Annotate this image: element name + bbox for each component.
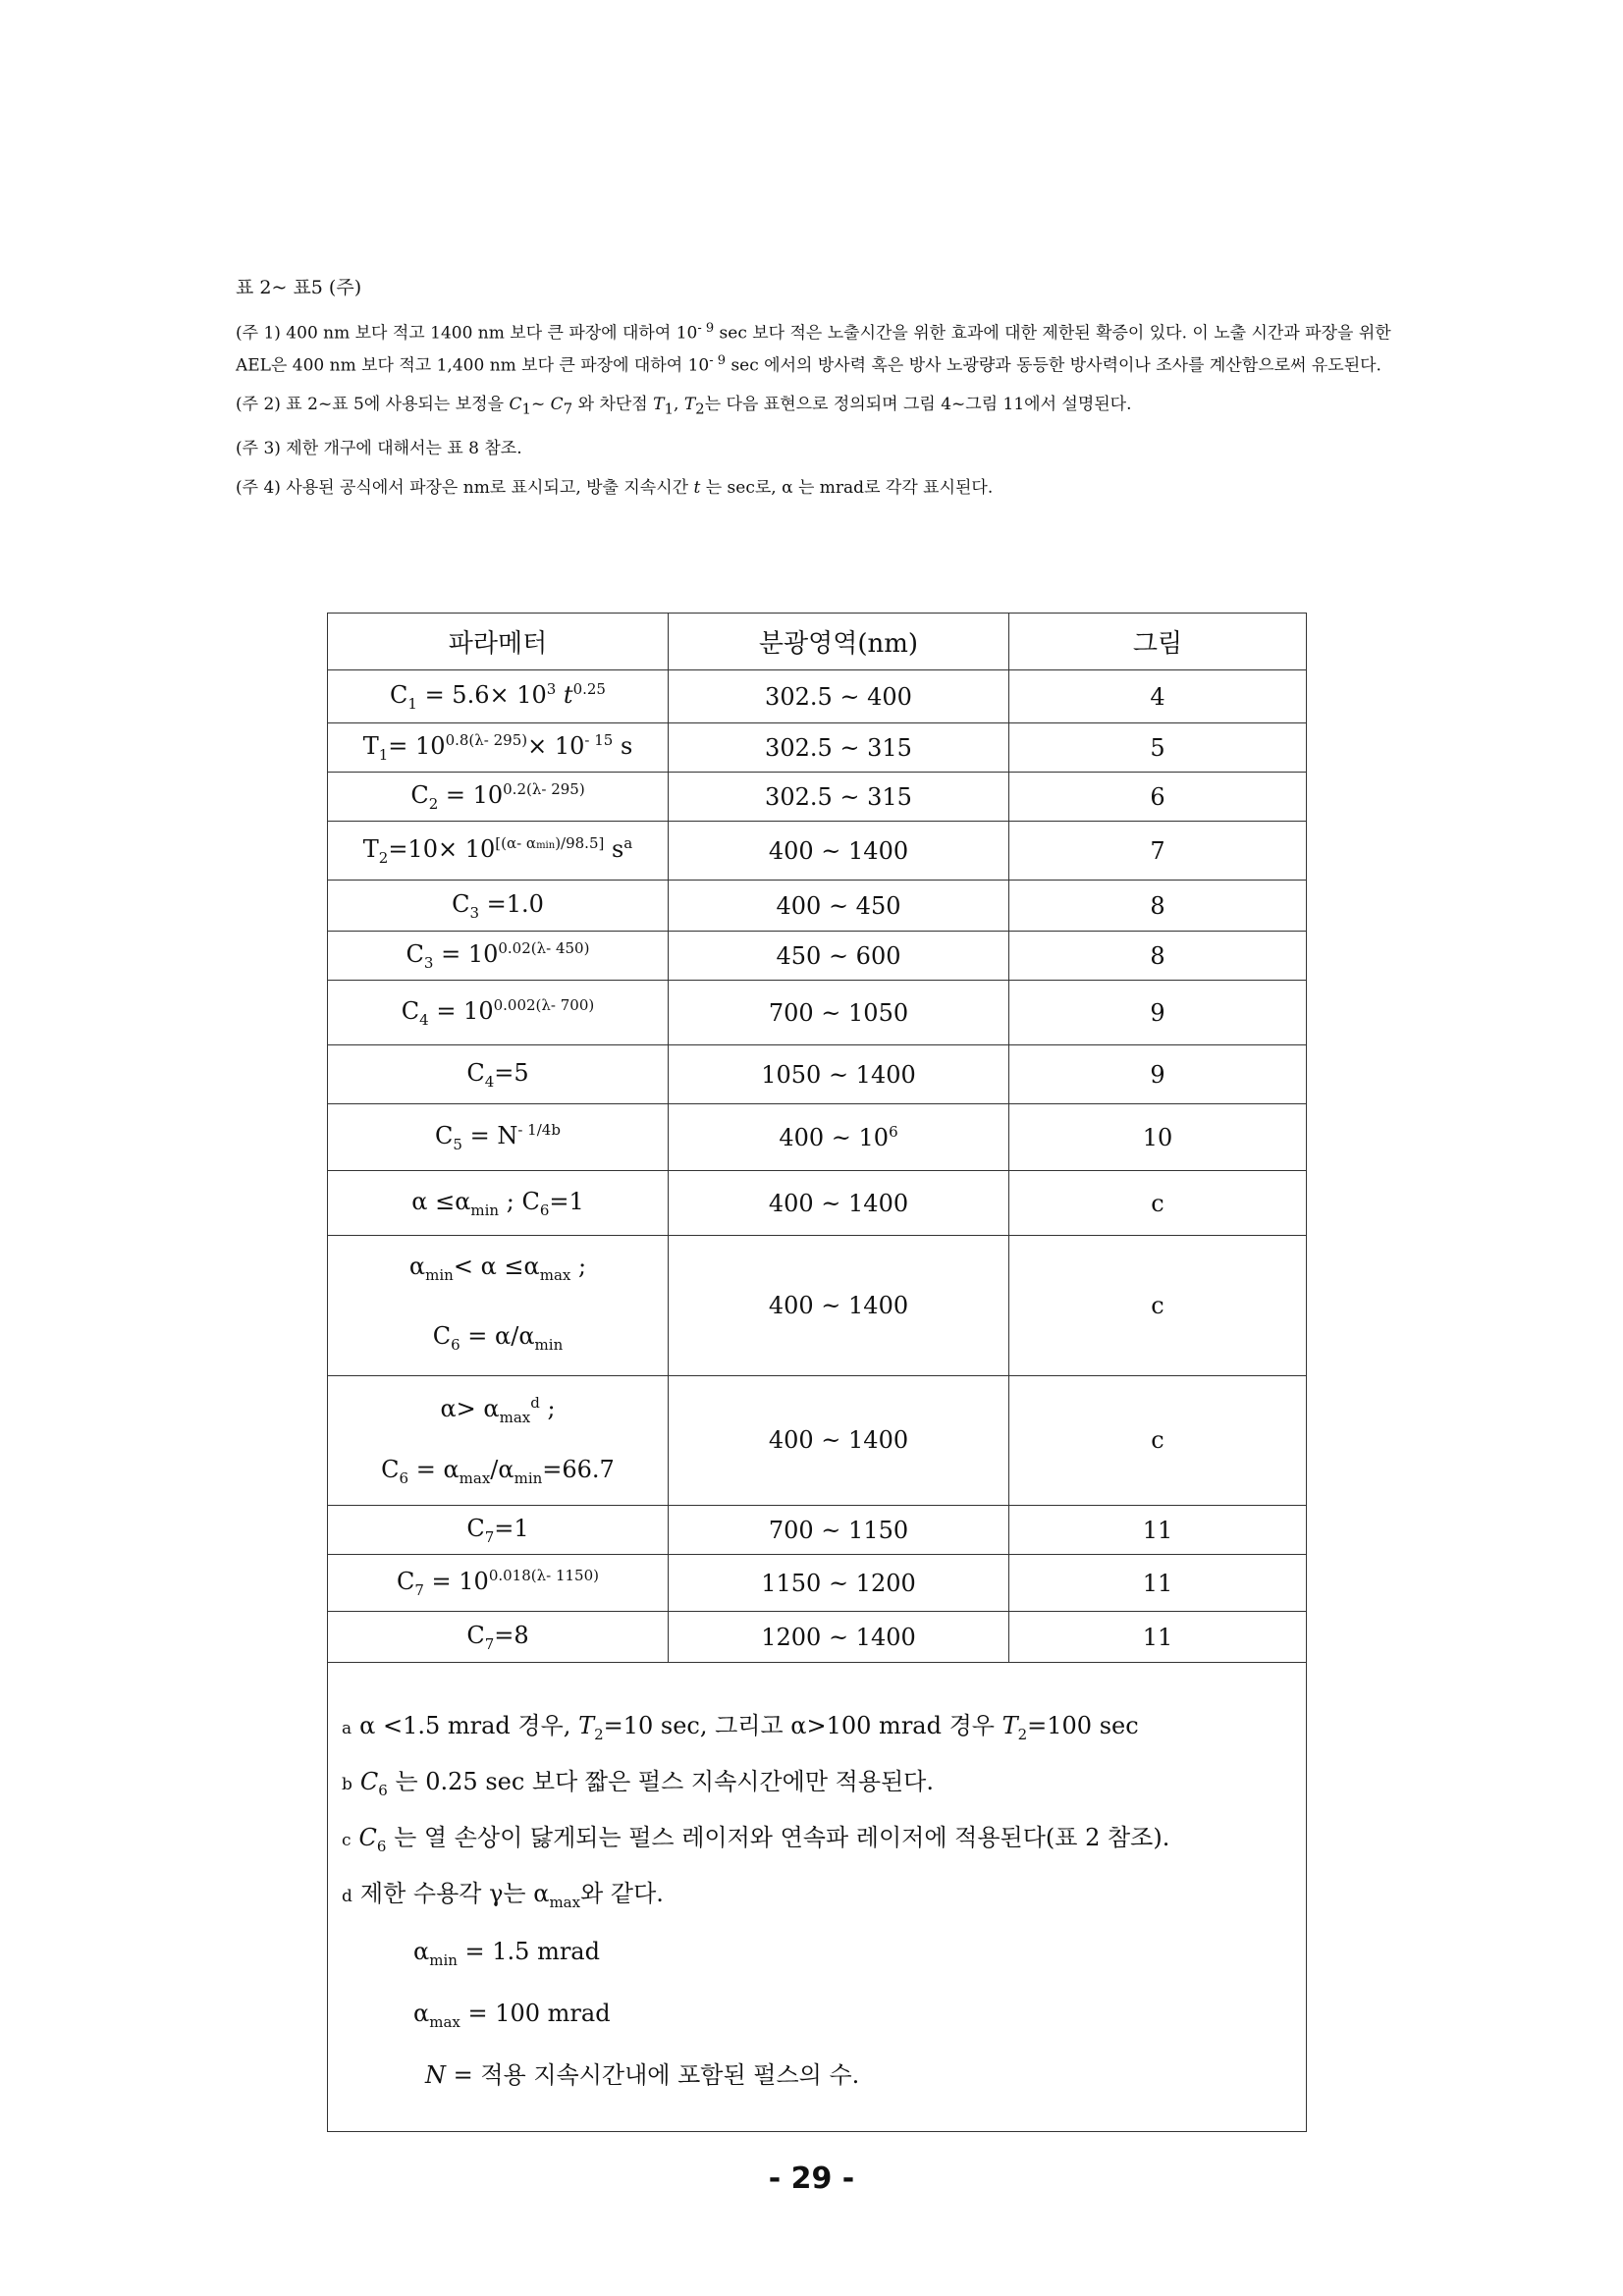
range-cell: 450 ~ 600: [669, 932, 1009, 981]
figure-cell: 9: [1009, 981, 1307, 1045]
param-cell: $C_2 = 10^{0.2(\lambda- 295)}$: [328, 773, 669, 822]
header-figure: 그림: [1009, 614, 1307, 670]
range-cell: 1150 ~ 1200: [669, 1555, 1009, 1612]
figure-cell: 11: [1009, 1506, 1307, 1555]
table-row: [328, 932, 1307, 981]
header-parameter: 파라메터: [328, 614, 669, 670]
table-row: [328, 723, 1307, 773]
figure-cell: c: [1009, 1171, 1307, 1236]
figure-cell: 11: [1009, 1612, 1307, 1663]
note-2: (주 2) 표 2~표 5에 사용되는 보정을 C1~ C7 와 차단점 T1, T2는 다음 표현으로 정의되며 그림 4~그림 11에서 설명된다.: [236, 395, 1132, 418]
figure-cell: 7: [1009, 822, 1307, 881]
table-row: [328, 773, 1307, 822]
range-cell: 302.5 ~ 315: [669, 773, 1009, 822]
range-cell: 700 ~ 1150: [669, 1506, 1009, 1555]
range-cell: 400 ~ 1400: [669, 1171, 1009, 1236]
figure-cell: 8: [1009, 932, 1307, 981]
param-cell: $T_2=10\times 10[(\alpha- \alpha\min)/98.5]$ $s^a$: [328, 822, 669, 881]
range-cell: 400 ~ 1400: [669, 822, 1009, 881]
alpha-max-definition: $\alpha_{max} = 100$ mrad: [413, 2000, 611, 2031]
range-cell: 1200 ~ 1400: [669, 1612, 1009, 1663]
table-row: [328, 1104, 1307, 1171]
range-cell: 302.5 ~ 400: [669, 670, 1009, 723]
note-4: (주 4) 사용된 공식에서 파장은 nm로 표시되고, 방출 지속시간 t 는 sec로, α 는 mrad로 각각 표시된다.: [236, 477, 994, 498]
figure-cell: 10: [1009, 1104, 1307, 1171]
n-definition: N = 적용 지속시간내에 포함된 펄스의 수.: [425, 2060, 860, 2089]
figure-cell: 5: [1009, 723, 1307, 773]
table-row: [328, 1506, 1307, 1555]
param-cell: $C_4 = 10^{0.002(\lambda- 700)}$: [328, 981, 669, 1045]
figure-cell: 4: [1009, 670, 1307, 723]
note-1: (주 1) 400 nm 보다 적고 1400 nm 보다 큰 파장에 대하여 $10^{- 9}$ sec 보다 적은 노출시간을 위한 효과에 대한 제한된 확증이 있다. 이 노출 시간과 파장을 위한 AEL은 400 nm 보다 적고 1,400 nm 보다 큰 파장에 대하여 $10^{- 9}$ sec 에서의 방사력 혹은 방사 노광량과 동등한 방사력이나 조사를 계산함으로써 유도된다.: [236, 321, 1391, 376]
footnote-row: [328, 1663, 1307, 2132]
param-cell: $C_3 =1.0$: [328, 881, 669, 932]
param-cell: $C_7=1$: [328, 1506, 669, 1555]
figure-cell: c: [1009, 1236, 1307, 1376]
notes-heading: 표 2~ 표5 (주): [236, 277, 362, 298]
header-range: 분광영역(nm): [669, 614, 1009, 670]
param-cell: $C_7=8$: [328, 1612, 669, 1663]
figure-cell: 8: [1009, 881, 1307, 932]
range-cell: 400 ~ $10^6$: [669, 1104, 1009, 1171]
param-cell: $\alpha> \alpha_{max}^d$ ; $C_6 = \alpha_{max}/\alpha_{min}=66.7$: [328, 1375, 669, 1506]
table-row: [328, 881, 1307, 932]
footnotes-cell: [328, 1663, 1307, 2132]
table-row: [328, 1236, 1307, 1376]
table-notes: [236, 273, 1404, 514]
range-cell: 1050 ~ 1400: [669, 1045, 1009, 1104]
footnote-b: b $C_6$ 는 0.25 sec 보다 짧은 펄스 지속시간에만 적용된다.: [342, 1767, 934, 1799]
table-row: [328, 1045, 1307, 1104]
figure-cell: c: [1009, 1375, 1307, 1506]
table-header-row: [328, 614, 1307, 670]
table-row: [328, 670, 1307, 723]
parameter-table: [327, 613, 1307, 2132]
note-3: (주 3) 제한 개구에 대해서는 표 8 참조.: [236, 438, 522, 458]
range-cell: 302.5 ~ 315: [669, 723, 1009, 773]
table-row: [328, 1375, 1307, 1506]
figure-cell: 9: [1009, 1045, 1307, 1104]
figure-cell: 6: [1009, 773, 1307, 822]
footnote-d: d 제한 수용각 γ는 $\alpha_{max}$와 같다.: [342, 1879, 664, 1911]
table-row: [328, 981, 1307, 1045]
table-row: [328, 1612, 1307, 1663]
table-row: [328, 822, 1307, 881]
param-cell: $T_1= 10^{0.8(\lambda- 295)}\times 10^{- 15}$ s: [328, 723, 669, 773]
footnote-a: a α <1.5 mrad 경우, $T_2=10$ sec, 그리고 α>100 mrad 경우 $T_2=100$ sec: [342, 1712, 1139, 1743]
param-cell: $C_3 = 10^{0.02(\lambda- 450)}$: [328, 932, 669, 981]
range-cell: 700 ~ 1050: [669, 981, 1009, 1045]
param-cell: $C_1 = 5.6\times 10^3$ $t^{0.25}$: [328, 670, 669, 723]
param-cell: $C_5 = N^{- 1/4b}$: [328, 1104, 669, 1171]
figure-cell: 11: [1009, 1555, 1307, 1612]
alpha-min-definition: $\alpha_{min} = 1.5$ mrad: [413, 1938, 600, 1970]
table-row: [328, 1171, 1307, 1236]
page-number: - 29 -: [768, 2162, 855, 2196]
table-row: [328, 1555, 1307, 1612]
param-cell: $\alpha \le\alpha_{min}$ ; $C_6=1$: [328, 1171, 669, 1236]
param-cell: $C_4=5$: [328, 1045, 669, 1104]
param-cell: $\alpha_{min}< \alpha \le\alpha_{max}$ ; $C_6 = \alpha/\alpha_{min}$: [328, 1236, 669, 1376]
footnote-c: c $C_6$ 는 열 손상이 닳게되는 펄스 레이저와 연속파 레이저에 적용된다(표 2 참조).: [342, 1823, 1170, 1855]
range-cell: 400 ~ 450: [669, 881, 1009, 932]
param-cell: $C_7 = 10^{0.018(\lambda- 1150)}$: [328, 1555, 669, 1612]
range-cell: 400 ~ 1400: [669, 1375, 1009, 1506]
range-cell: 400 ~ 1400: [669, 1236, 1009, 1376]
